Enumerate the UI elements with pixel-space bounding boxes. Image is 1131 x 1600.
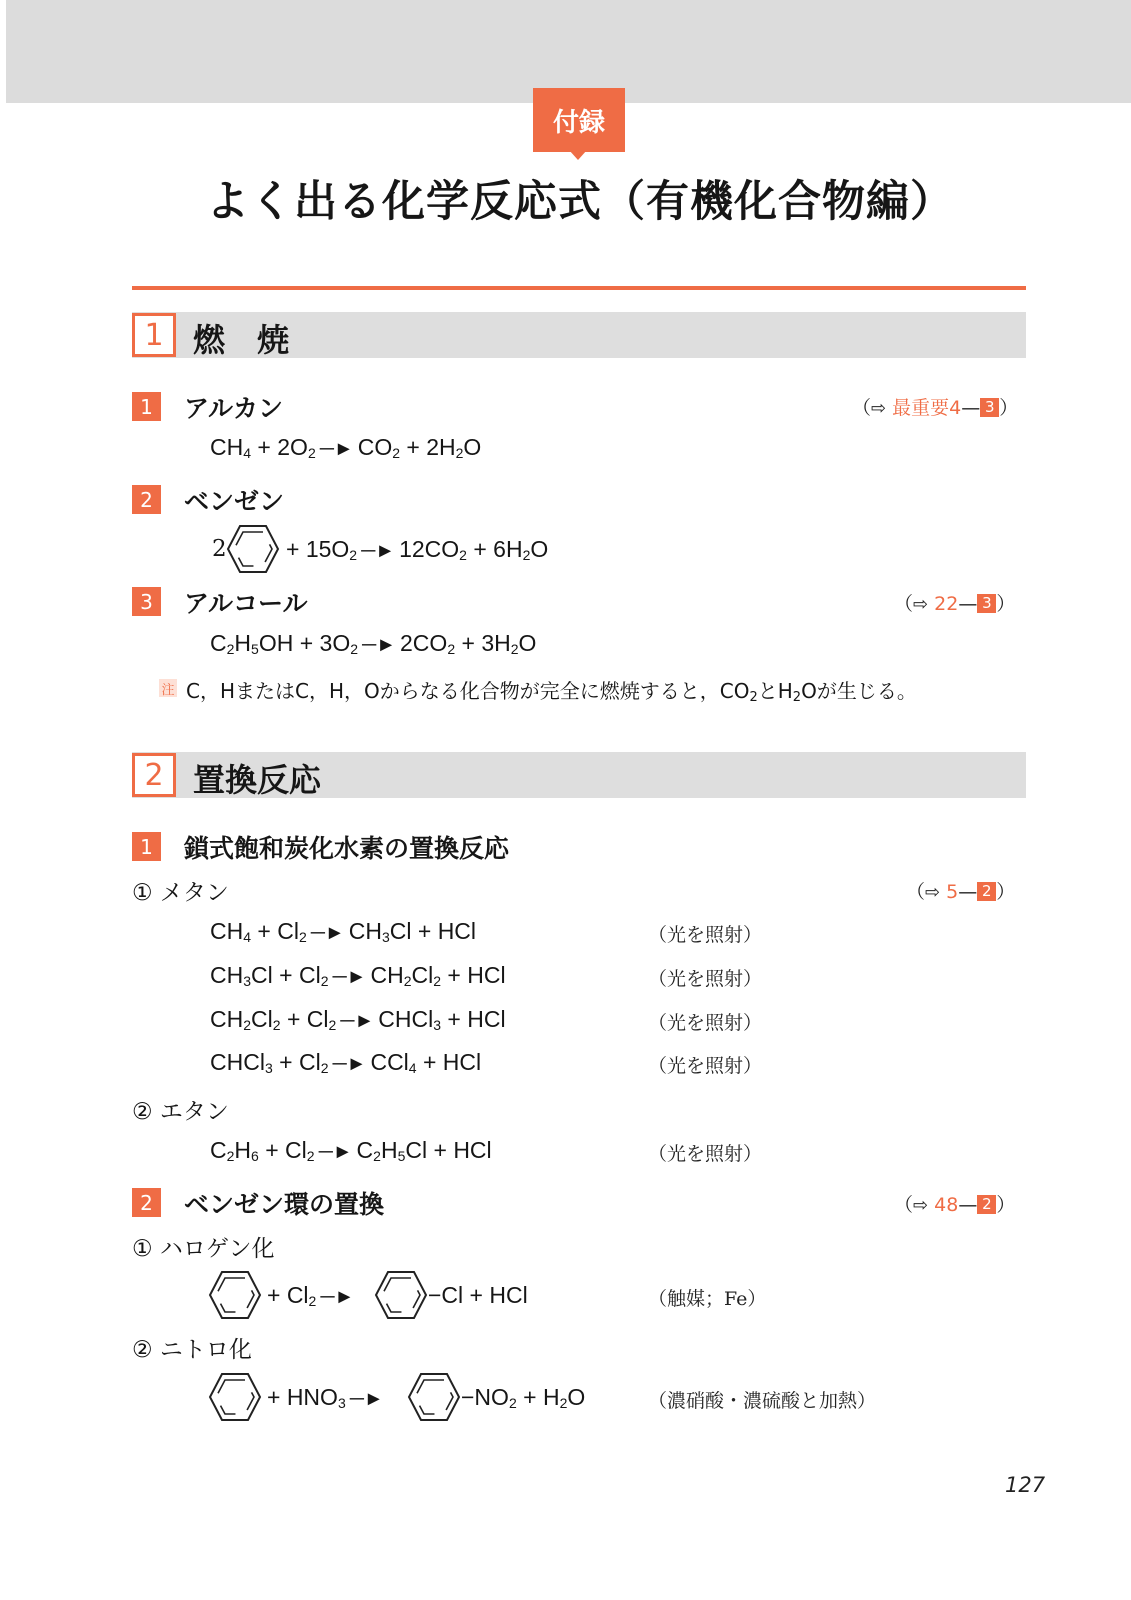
tag-pointer <box>569 150 587 160</box>
nitration-label: ② ニトロ化 <box>132 1337 252 1363</box>
reference-methane: （⇨ 5— 2 ） <box>906 881 1016 903</box>
chlorobenzene-ring-icon <box>374 1270 428 1320</box>
subsection-1-1-title: アルカン <box>184 394 284 423</box>
equation-methane-1: $CH_4 + Cl_2$ ─► $CH_3Cl$ + HCl <box>210 918 477 945</box>
page-title: よく出る化学反応式（有機化合物編） <box>206 177 954 227</box>
subsection-1-1-number: 1 <box>132 392 161 421</box>
page-number: 127 <box>1005 1473 1046 1497</box>
condition-light-5: （光を照射） <box>648 1143 763 1165</box>
appendix-tag: 付録 <box>533 88 625 152</box>
subsection-2-1-number: 1 <box>132 832 161 861</box>
equation-halogenation-reactants: + $Cl_2$ ─► <box>267 1282 355 1309</box>
combustion-note: C，HまたはC，H，Oからなる化合物が完全に燃焼すると，$CO_2$と$H_2O$が生じる。 <box>186 679 917 705</box>
ethane-label: ② エタン <box>132 1099 229 1125</box>
subsection-2-2-title: ベンゼン環の置換 <box>184 1190 385 1219</box>
subsection-1-2-title: ベンゼン <box>184 487 285 516</box>
equation-alcohol: $C_2H_5OH + 3O_2$ ─► $2CO_2 + 3H_2O$ <box>210 630 537 657</box>
benzene-ring-icon <box>226 524 280 574</box>
reaction-arrow-icon: ─► <box>349 1388 384 1410</box>
section-2-number: 2 <box>132 753 176 797</box>
reference-alkane: （⇨ 最重要4— 3 ） <box>852 397 1019 419</box>
section-1-title: 燃 焼 <box>193 321 290 359</box>
section-2-title: 置換反応 <box>193 761 322 799</box>
section-1-number: 1 <box>132 313 176 357</box>
reaction-arrow-icon: ─► <box>318 1141 353 1163</box>
equation-methane-2: $CH_3Cl + Cl_2$ ─► $CH_2Cl_2$ + HCl <box>210 962 506 989</box>
equation-alkane: $CH_4 + 2O_2$ ─► $CO_2 + 2H_2O$ <box>210 434 482 461</box>
note-mark: 注 <box>159 679 177 697</box>
halogenation-label: ① ハロゲン化 <box>132 1236 275 1262</box>
benzene-coefficient: 2 <box>212 536 227 562</box>
subsection-2-1-title: 鎖式飽和炭化水素の置換反応 <box>184 834 510 863</box>
methane-label: ① メタン <box>132 880 229 906</box>
condition-nitration: （濃硝酸・濃硫酸と加熱） <box>648 1390 877 1412</box>
subsection-1-2-number: 2 <box>132 485 161 514</box>
reference-arrow-icon: ⇨ <box>925 882 941 903</box>
benzene-ring-icon <box>208 1372 262 1422</box>
reaction-arrow-icon: ─► <box>362 634 397 656</box>
reaction-arrow-icon: ─► <box>310 922 345 944</box>
reaction-arrow-icon: ─► <box>361 540 396 562</box>
condition-light-2: （光を照射） <box>648 968 763 990</box>
reference-arrow-icon: ⇨ <box>871 398 887 419</box>
subsection-1-3-title: アルコール <box>184 589 308 618</box>
title-rule <box>132 286 1026 290</box>
equation-ethane: $C_2H_6 + Cl_2$ ─► $C_2H_5Cl$ + HCl <box>210 1137 492 1164</box>
reaction-arrow-icon: ─► <box>332 1053 367 1075</box>
equation-methane-4: CHCl$_3$ + $Cl_2$ ─► CCl$_4$ + HCl <box>210 1049 482 1076</box>
equation-nitration-products: $-NO_2 + H_2O$ <box>461 1384 586 1411</box>
condition-catalyst: （触媒；Fe） <box>648 1288 767 1310</box>
equation-methane-3: $CH_2Cl_2 + Cl_2$ ─► CHCl$_3$ + HCl <box>210 1006 506 1033</box>
reference-arrow-icon: ⇨ <box>913 594 929 615</box>
equation-halogenation-products: −Cl + HCl <box>428 1282 528 1308</box>
equation-nitration-reactants: + $HNO_3$ ─► <box>267 1384 384 1411</box>
reaction-arrow-icon: ─► <box>319 438 354 460</box>
subsection-1-3-number: 3 <box>132 587 161 616</box>
subsection-2-2-number: 2 <box>132 1188 161 1217</box>
nitrobenzene-ring-icon <box>407 1372 461 1422</box>
condition-light-1: （光を照射） <box>648 924 763 946</box>
equation-benzene: + $15O_2$ ─► $12CO_2 + 6H_2O$ <box>286 536 549 563</box>
condition-light-4: （光を照射） <box>648 1055 763 1077</box>
reference-arrow-icon: ⇨ <box>913 1195 929 1216</box>
reaction-arrow-icon: ─► <box>332 966 367 988</box>
condition-light-3: （光を照射） <box>648 1012 763 1034</box>
benzene-ring-icon <box>208 1270 262 1320</box>
reaction-arrow-icon: ─► <box>340 1010 375 1032</box>
reaction-arrow-icon: ─► <box>320 1286 355 1308</box>
reference-benzene-ring: （⇨ 48— 2 ） <box>894 1194 1016 1216</box>
reference-alcohol: （⇨ 22— 3 ） <box>894 593 1016 615</box>
